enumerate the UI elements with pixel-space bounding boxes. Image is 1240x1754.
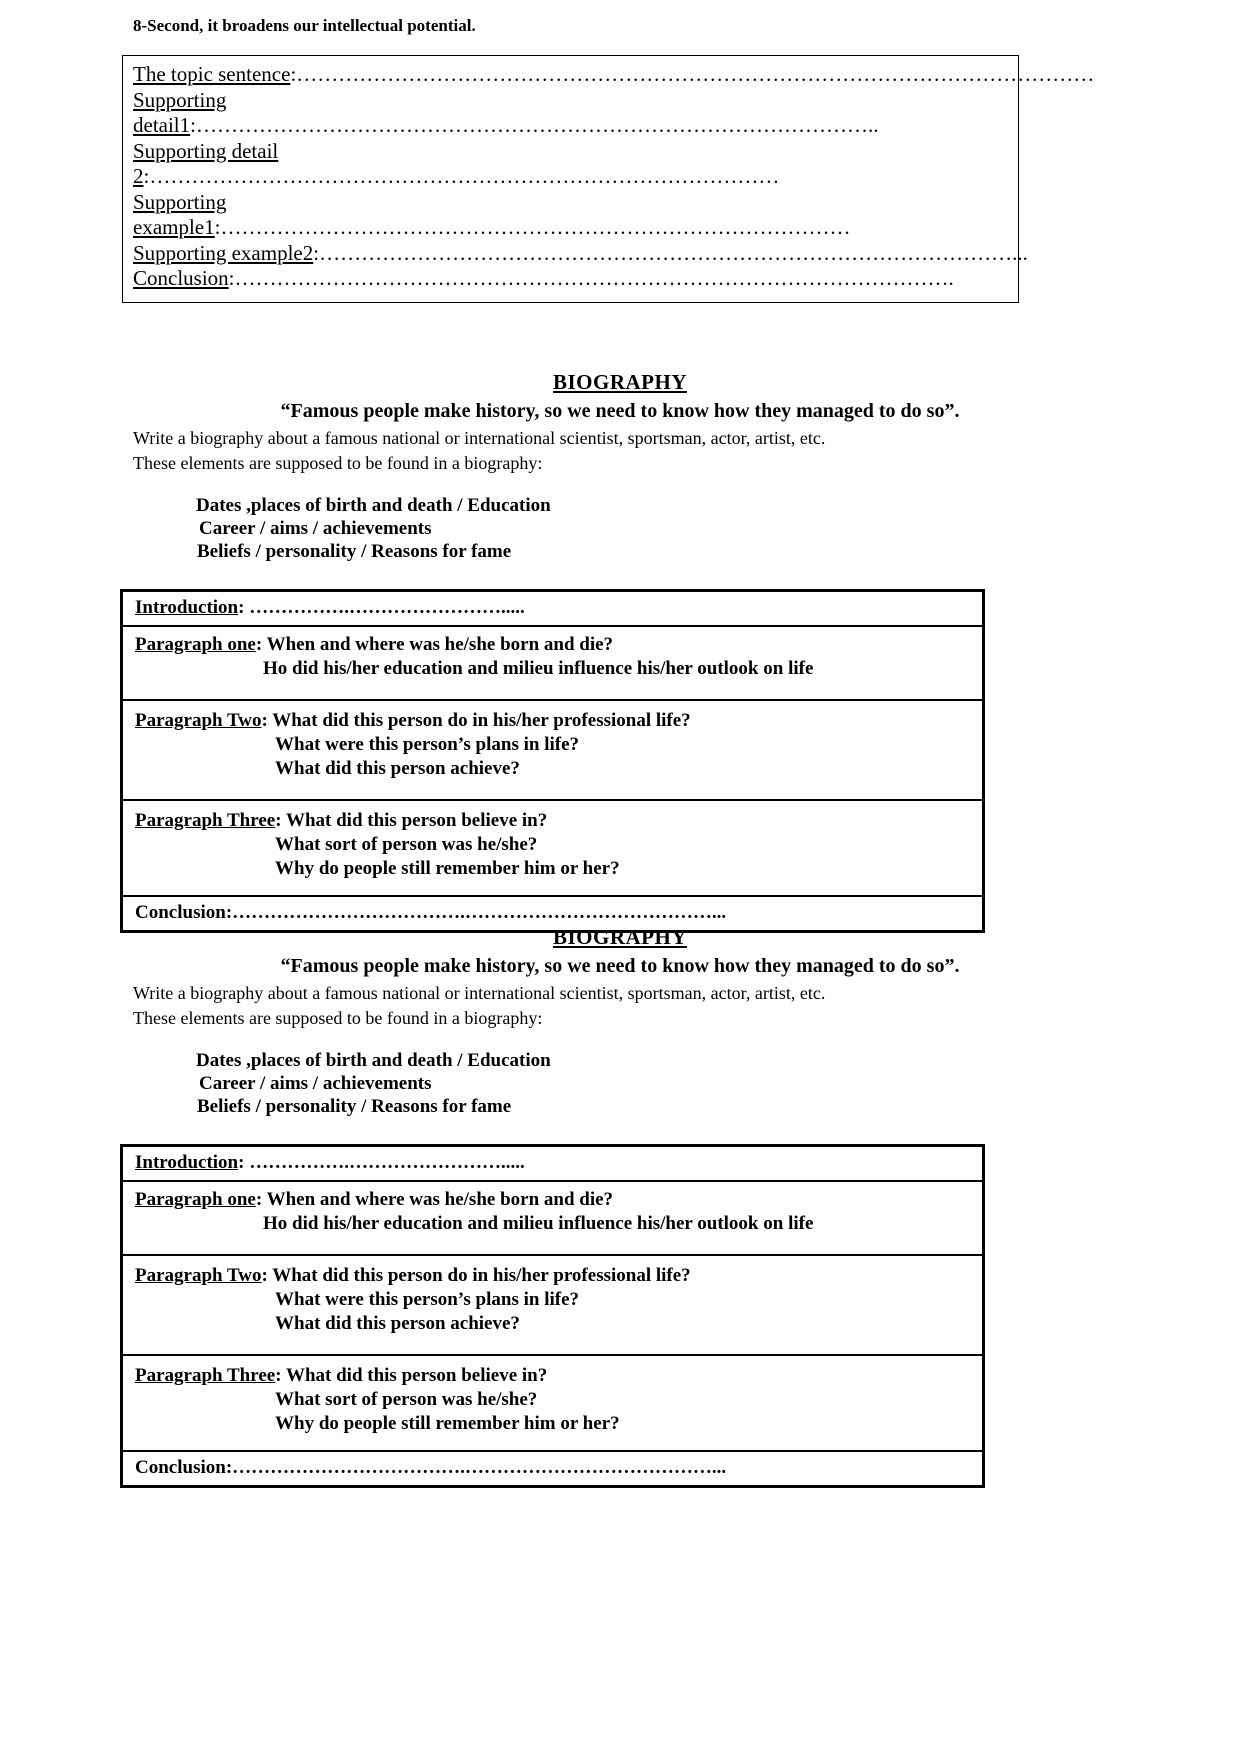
introduction-dots[interactable]: : …………….……………………..... [238, 1152, 525, 1173]
outline-line [133, 164, 1010, 190]
page-heading: 8-Second, it broadens our intellectual potential. [133, 16, 476, 35]
framework-row-paragraph-two [123, 701, 982, 801]
element-line: Career / aims / achievements [199, 1073, 432, 1094]
element-line: Dates ,places of birth and death / Education [196, 495, 551, 516]
outline-dots[interactable]: :…………………………………………………………………………………….. [190, 113, 879, 137]
element-line: Career / aims / achievements [199, 518, 432, 539]
section-title: BIOGRAPHY [552, 370, 687, 394]
outline-dots[interactable]: :……………………………………………………………………………… [214, 215, 851, 239]
biography-framework-box [120, 589, 985, 933]
paragraph-one-question-1: : When and where was he/she born and die? [255, 1189, 614, 1210]
section-title: BIOGRAPHY [552, 925, 687, 949]
introduction-line [135, 596, 976, 620]
outline-label: 2 [133, 164, 144, 188]
paragraph-two-question-2: What were this person’s plans in life? [275, 734, 580, 755]
section-instruction-1: Write a biography about a famous national or international scientist, sportsman, actor, artist, etc. [133, 983, 826, 1003]
paragraph-three-line-1 [135, 809, 976, 833]
framework-row-paragraph-one [123, 1182, 982, 1256]
paragraph-one-question-2: Ho did his/her education and milieu influence his/her outlook on life [263, 1213, 814, 1234]
conclusion-line [135, 1456, 976, 1480]
outline-line [133, 113, 1010, 139]
paragraph-two-question-1: : What did this person do in his/her professional life? [261, 710, 691, 731]
paragraph-one-line-1 [135, 1188, 976, 1212]
section-elements [196, 494, 1240, 563]
outline-box [122, 55, 1095, 303]
paragraph-three-line-1 [135, 1364, 976, 1388]
paragraph-three-label: Paragraph Three [135, 810, 276, 831]
outline-line [133, 190, 1010, 216]
paragraph-one-question-2: Ho did his/her education and milieu influence his/her outlook on life [263, 658, 814, 679]
paragraph-three-question-1: : What did this person believe in? [275, 810, 548, 831]
outline-line [133, 139, 1010, 165]
section-instruction-1: Write a biography about a famous national or international scientist, sportsman, actor, artist, etc. [133, 428, 826, 448]
paragraph-two-line-1 [135, 1264, 976, 1288]
outline-label: Supporting example2 [133, 240, 314, 265]
conclusion-dots[interactable]: :……………………………….…………………………………... [225, 902, 727, 923]
framework-row-paragraph-three [123, 1356, 982, 1452]
paragraph-three-question-3: Why do people still remember him or her? [275, 858, 620, 879]
outline-line [133, 215, 1010, 241]
paragraph-one-label: Paragraph one [135, 1189, 256, 1210]
paragraph-one-question-1: : When and where was he/she born and die? [255, 634, 614, 655]
paragraph-two-label: Paragraph Two [135, 1265, 262, 1286]
outline-label: detail1 [133, 113, 191, 137]
paragraph-two-line-1 [135, 709, 976, 733]
section-instruction-2: These elements are supposed to be found in a biography: [133, 1008, 543, 1028]
outline-line [133, 266, 1010, 292]
outline-label: Supporting [133, 87, 227, 112]
outline-label: The topic sentence [133, 62, 291, 86]
outline-dots[interactable]: :…………………………………………………………………………………………. [228, 266, 954, 290]
outline-label: Supporting detail [133, 138, 279, 163]
paragraph-one-line-1 [135, 633, 976, 657]
outline-dots[interactable]: :………………………………………………………………………………………... [313, 240, 1028, 265]
paragraph-three-question-3: Why do people still remember him or her? [275, 1413, 620, 1434]
paragraph-two-question-3: What did this person achieve? [275, 758, 520, 779]
framework-row-paragraph-one [123, 627, 982, 701]
biography-section-1 [0, 370, 1240, 933]
introduction-label: Introduction [135, 597, 239, 618]
outline-label: Supporting [133, 189, 227, 214]
framework-row-paragraph-two [123, 1256, 982, 1356]
conclusion-label: Conclusion [135, 902, 226, 923]
framework-row-introduction [123, 592, 982, 627]
paragraph-two-question-1: : What did this person do in his/her professional life? [261, 1265, 691, 1286]
paragraph-one-label: Paragraph one [135, 634, 256, 655]
introduction-line [135, 1151, 976, 1175]
outline-label: Conclusion [133, 266, 229, 290]
outline-line [133, 62, 1095, 88]
section-elements [196, 1049, 1240, 1118]
outline-line [133, 88, 1010, 114]
paragraph-three-question-1: : What did this person believe in? [275, 1365, 548, 1386]
conclusion-line [135, 901, 976, 925]
section-quote: “Famous people make history, so we need to know how they managed to do so”. [280, 400, 960, 422]
paragraph-three-question-2: What sort of person was he/she? [275, 834, 538, 855]
introduction-dots[interactable]: : …………….……………………..... [238, 597, 525, 618]
framework-row-introduction [123, 1147, 982, 1182]
conclusion-dots[interactable]: :……………………………….…………………………………... [225, 1457, 727, 1478]
section-instruction-2: These elements are supposed to be found in a biography: [133, 453, 543, 473]
framework-row-conclusion [123, 1452, 982, 1485]
section-quote: “Famous people make history, so we need to know how they managed to do so”. [280, 955, 960, 977]
paragraph-two-label: Paragraph Two [135, 710, 262, 731]
paragraph-two-question-3: What did this person achieve? [275, 1313, 520, 1334]
framework-row-paragraph-three [123, 801, 982, 897]
element-line: Beliefs / personality / Reasons for fame [197, 541, 512, 562]
element-line: Beliefs / personality / Reasons for fame [197, 1096, 512, 1117]
outline-dots[interactable]: :……………………………………………………………………………… [143, 164, 780, 188]
outline-label: example1 [133, 215, 215, 239]
paragraph-three-label: Paragraph Three [135, 1365, 276, 1386]
conclusion-label: Conclusion [135, 1457, 226, 1478]
element-line: Dates ,places of birth and death / Education [196, 1050, 551, 1071]
paragraph-two-question-2: What were this person’s plans in life? [275, 1289, 580, 1310]
biography-section-2 [0, 925, 1240, 1488]
outline-dots[interactable]: :…………………………………………………………………………………………………… [290, 62, 1095, 86]
outline-line [133, 240, 1028, 267]
paragraph-three-question-2: What sort of person was he/she? [275, 1389, 538, 1410]
introduction-label: Introduction [135, 1152, 239, 1173]
biography-framework-box [120, 1144, 985, 1488]
